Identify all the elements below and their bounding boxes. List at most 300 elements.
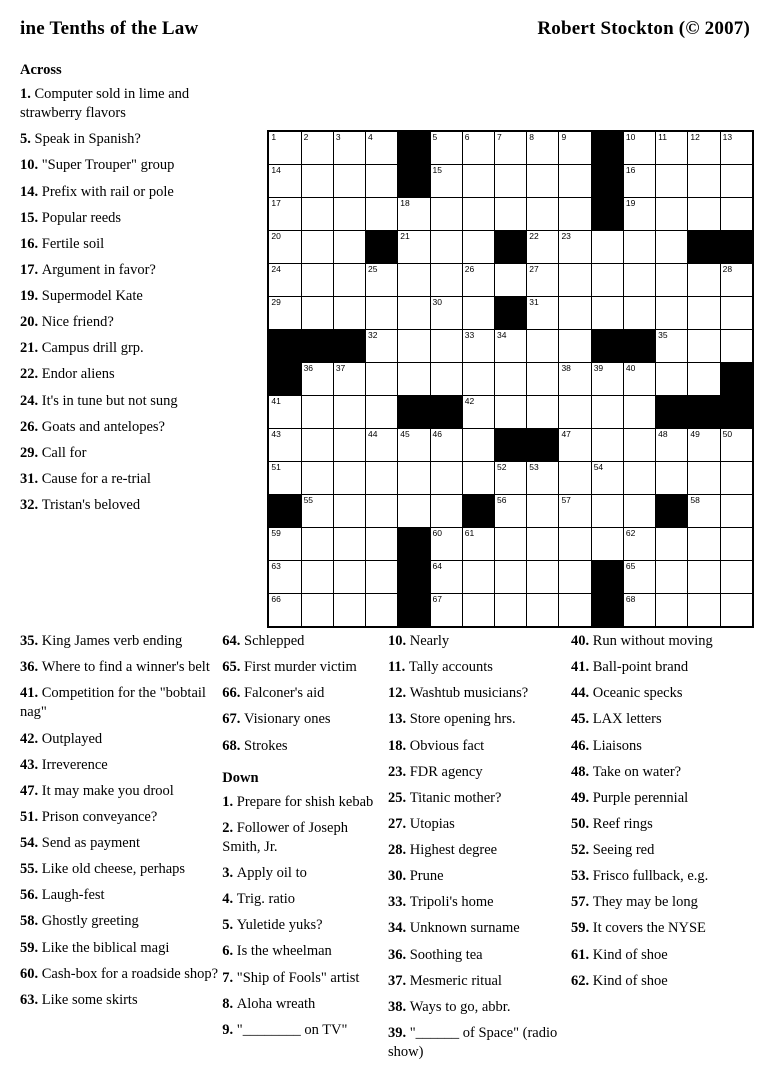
grid-cell[interactable] [430, 165, 462, 198]
down-clue-text: Follower of Joseph Smith, Jr. [222, 819, 348, 855]
grid-cell[interactable] [527, 198, 559, 231]
grid-cell[interactable] [527, 330, 559, 363]
grid-cell[interactable] [623, 198, 655, 231]
grid-cell[interactable] [333, 495, 365, 528]
grid-cell[interactable] [366, 131, 398, 165]
grid-cell-number: 42 [464, 396, 475, 406]
grid-cell[interactable] [494, 264, 526, 297]
grid-cell[interactable] [494, 495, 526, 528]
down-clue-text: Purple perennial [592, 789, 689, 806]
grid-cell[interactable] [398, 495, 430, 528]
grid-cell[interactable] [656, 561, 688, 594]
grid-cell[interactable] [623, 131, 655, 165]
grid-cell[interactable] [656, 528, 688, 561]
grid-cell-number: 6 [464, 132, 470, 142]
grid-cell[interactable] [398, 330, 430, 363]
grid-cell[interactable] [720, 198, 753, 231]
grid-cell[interactable] [656, 363, 688, 396]
grid-cell[interactable] [333, 363, 365, 396]
grid-cell[interactable] [656, 297, 688, 330]
across-clue-list-1 [20, 85, 219, 515]
down-clue-number: 59. [570, 920, 593, 937]
down-clue [388, 893, 571, 912]
grid-cell[interactable] [462, 297, 494, 330]
grid-cell[interactable] [462, 231, 494, 264]
grid-cell[interactable] [333, 131, 365, 165]
grid-cell-number: 37 [335, 363, 346, 373]
grid-cell-number: 15 [432, 165, 442, 175]
down-clue-text: Tally accounts [408, 659, 493, 676]
across-clue-text: Falconer's aid [244, 685, 325, 702]
grid-cell[interactable] [333, 561, 365, 594]
grid-cell[interactable] [623, 462, 655, 495]
grid-cell[interactable] [366, 528, 398, 561]
down-clue [388, 763, 571, 782]
grid-cell[interactable] [333, 462, 365, 495]
across-clue [20, 632, 222, 651]
grid-cell[interactable] [527, 297, 559, 330]
grid-cell[interactable] [430, 495, 462, 528]
grid-cell[interactable] [559, 594, 591, 628]
grid-cell[interactable] [623, 231, 655, 264]
down-clue-text: Ball-point brand [592, 659, 689, 676]
grid-cell[interactable] [301, 528, 333, 561]
grid-cell[interactable] [462, 165, 494, 198]
grid-cell[interactable] [623, 495, 655, 528]
grid-cell[interactable] [268, 462, 301, 495]
grid-cell[interactable] [301, 396, 333, 429]
across-clue-text: Cause for a re-trial [41, 470, 151, 487]
grid-cell[interactable] [527, 396, 559, 429]
crossword-grid[interactable] [267, 130, 754, 628]
grid-cell[interactable] [527, 131, 559, 165]
grid-cell[interactable] [656, 165, 688, 198]
grid-cell[interactable] [398, 462, 430, 495]
grid-cell[interactable] [494, 363, 526, 396]
grid-cell[interactable] [656, 131, 688, 165]
down-clue [388, 632, 571, 651]
grid-cell[interactable] [688, 429, 720, 462]
grid-cell[interactable] [462, 561, 494, 594]
grid-cell-number: 9 [561, 132, 567, 142]
grid-cell[interactable] [591, 495, 623, 528]
across-clue-text: Prison conveyance? [41, 808, 158, 825]
grid-cell[interactable] [656, 231, 688, 264]
down-clue-number: 36. [387, 946, 410, 963]
grid-cell[interactable] [366, 297, 398, 330]
across-clue-number: 68. [222, 737, 245, 754]
grid-cell[interactable] [462, 131, 494, 165]
grid-cell[interactable] [301, 131, 333, 165]
grid-cell[interactable] [688, 363, 720, 396]
grid-cell[interactable] [494, 330, 526, 363]
down-clue [571, 684, 754, 703]
across-clue-text: Like old cheese, perhaps [41, 861, 186, 878]
grid-cell[interactable] [268, 297, 301, 330]
grid-cell[interactable] [301, 165, 333, 198]
grid-cell-number: 63 [271, 561, 281, 571]
down-clue-number: 23. [387, 763, 410, 780]
grid-cell-number: 31 [529, 297, 539, 307]
grid-cell[interactable] [430, 429, 462, 462]
grid-cell-block [720, 231, 753, 264]
grid-cell[interactable] [527, 264, 559, 297]
grid-row [268, 165, 753, 198]
grid-cell[interactable] [333, 396, 365, 429]
grid-cell[interactable] [398, 264, 430, 297]
grid-cell[interactable] [623, 594, 655, 628]
grid-cell[interactable] [527, 495, 559, 528]
grid-cell-number: 1 [271, 132, 277, 142]
grid-cell[interactable] [720, 165, 753, 198]
grid-cell[interactable] [688, 264, 720, 297]
grid-cell[interactable] [301, 363, 333, 396]
grid-cell[interactable] [527, 594, 559, 628]
across-clue-number: 32. [20, 497, 42, 513]
page-author: Robert Stockton (© 2007) [537, 18, 750, 39]
grid-cell[interactable] [268, 396, 301, 429]
grid-cell[interactable] [268, 131, 301, 165]
grid-cell[interactable] [301, 429, 333, 462]
grid-cell[interactable] [301, 594, 333, 628]
down-clue-number: 46. [570, 737, 593, 754]
across-clue-number: 16. [20, 235, 42, 252]
grid-cell[interactable] [301, 198, 333, 231]
down-clue-text: Mesmeric ritual [409, 972, 502, 989]
grid-cell[interactable] [656, 594, 688, 628]
grid-cell[interactable] [333, 231, 365, 264]
grid-cell[interactable] [688, 495, 720, 528]
grid-cell[interactable] [494, 396, 526, 429]
grid-cell[interactable] [559, 561, 591, 594]
grid-cell[interactable] [623, 429, 655, 462]
down-clue-text: Nearly [409, 633, 450, 649]
grid-cell[interactable] [559, 198, 591, 231]
grid-cell[interactable] [268, 231, 301, 264]
grid-cell[interactable] [623, 297, 655, 330]
grid-cell[interactable] [688, 462, 720, 495]
down-clue-number: 9. [222, 1021, 237, 1038]
grid-cell[interactable] [398, 231, 430, 264]
grid-cell[interactable] [268, 561, 301, 594]
grid-cell-number: 28 [722, 264, 733, 274]
grid-cell[interactable] [494, 561, 526, 594]
across-clue-number: 36. [20, 659, 42, 676]
grid-cell[interactable] [720, 462, 753, 495]
grid-cell[interactable] [623, 396, 655, 429]
grid-cell[interactable] [462, 429, 494, 462]
across-clues-column-1 [14, 62, 219, 628]
grid-cell[interactable] [398, 363, 430, 396]
down-clue [222, 793, 388, 812]
grid-cell[interactable] [591, 231, 623, 264]
grid-cell[interactable] [333, 165, 365, 198]
down-clue-text: FDR agency [409, 763, 483, 780]
grid-cell[interactable] [688, 131, 720, 165]
down-clue-number: 5. [222, 917, 237, 934]
grid-cell[interactable] [720, 429, 753, 462]
grid-cell[interactable] [462, 528, 494, 561]
grid-cell[interactable] [688, 594, 720, 628]
grid-cell[interactable] [366, 462, 398, 495]
grid-cell[interactable] [688, 528, 720, 561]
grid-cell[interactable] [591, 528, 623, 561]
grid-cell[interactable] [366, 495, 398, 528]
across-clue-text: Argument in favor? [41, 261, 156, 278]
grid-cell[interactable] [398, 198, 430, 231]
grid-cell[interactable] [559, 231, 591, 264]
grid-cell[interactable] [656, 198, 688, 231]
grid-cell[interactable] [430, 297, 462, 330]
across-clue-text: Endor aliens [41, 366, 115, 383]
grid-cell[interactable] [527, 231, 559, 264]
grid-cell[interactable] [366, 561, 398, 594]
across-clue [20, 860, 222, 879]
grid-cell[interactable] [720, 297, 753, 330]
grid-cell[interactable] [527, 165, 559, 198]
grid-cell[interactable] [559, 165, 591, 198]
grid-cell[interactable] [333, 297, 365, 330]
grid-cell[interactable] [688, 198, 720, 231]
down-clue [388, 972, 571, 991]
grid-cell[interactable] [366, 429, 398, 462]
grid-cell[interactable] [462, 330, 494, 363]
grid-cell[interactable] [591, 363, 623, 396]
down-clue-number: 11. [387, 659, 409, 676]
grid-cell[interactable] [623, 363, 655, 396]
grid-cell-block [398, 165, 430, 198]
grid-cell[interactable] [430, 594, 462, 628]
grid-cell[interactable] [720, 495, 753, 528]
lower-clue-columns [14, 632, 754, 1069]
grid-cell[interactable] [494, 165, 526, 198]
grid-cell[interactable] [494, 198, 526, 231]
grid-cell[interactable] [527, 528, 559, 561]
grid-cell-number: 12 [690, 132, 700, 142]
grid-cell-block [398, 528, 430, 561]
clue-column-1-continued [20, 632, 222, 1069]
grid-cell-number: 22 [529, 231, 539, 241]
across-clue-text: It may make you drool [41, 782, 174, 799]
grid-cell[interactable] [268, 198, 301, 231]
grid-cell[interactable] [462, 462, 494, 495]
grid-cell[interactable] [430, 561, 462, 594]
across-clue-number: 19. [20, 288, 42, 304]
grid-cell[interactable] [559, 297, 591, 330]
grid-cell[interactable] [301, 561, 333, 594]
grid-cell[interactable] [268, 165, 301, 198]
grid-cell[interactable] [366, 330, 398, 363]
grid-cell[interactable] [591, 297, 623, 330]
grid-cell[interactable] [430, 198, 462, 231]
across-clue-number: 55. [20, 861, 42, 878]
down-clue-number: 2. [222, 819, 237, 836]
across-clue-number: 14. [20, 183, 42, 200]
grid-cell[interactable] [430, 264, 462, 297]
grid-cell[interactable] [720, 264, 753, 297]
grid-cell-number: 45 [400, 429, 410, 439]
down-clue-number: 1. [222, 793, 237, 810]
grid-cell[interactable] [591, 264, 623, 297]
down-clue-number: 13. [387, 711, 410, 728]
down-clue [571, 632, 754, 651]
grid-cell[interactable] [688, 297, 720, 330]
grid-cell[interactable] [559, 363, 591, 396]
grid-cell[interactable] [559, 462, 591, 495]
grid-cell-number: 23 [561, 231, 571, 241]
down-clue [388, 789, 571, 808]
down-clue [222, 819, 388, 857]
grid-cell[interactable] [430, 231, 462, 264]
grid-cell[interactable] [366, 165, 398, 198]
grid-cell[interactable] [527, 462, 559, 495]
grid-cell[interactable] [366, 594, 398, 628]
grid-row [268, 495, 753, 528]
across-clue-text: Computer sold in lime and strawberry flavors [20, 86, 190, 122]
across-clue [20, 658, 222, 677]
grid-cell[interactable] [494, 131, 526, 165]
grid-cell[interactable] [462, 396, 494, 429]
grid-cell[interactable] [623, 165, 655, 198]
down-clue-text: Frisco fullback, e.g. [592, 868, 709, 885]
down-clue-number: 52. [570, 842, 593, 858]
grid-cell[interactable] [333, 594, 365, 628]
grid-cell[interactable] [430, 363, 462, 396]
down-clue-list-3 [571, 632, 754, 991]
down-clue-number: 48. [570, 763, 593, 780]
grid-cell[interactable] [656, 330, 688, 363]
grid-cell[interactable] [494, 462, 526, 495]
grid-row [268, 594, 753, 628]
grid-row [268, 264, 753, 297]
grid-cell[interactable] [430, 330, 462, 363]
across-clue-text: Nice friend? [41, 314, 114, 331]
across-clue-list-2 [222, 632, 388, 756]
grid-cell[interactable] [301, 462, 333, 495]
grid-cell-block [398, 561, 430, 594]
grid-cell[interactable] [559, 528, 591, 561]
grid-cell-block [301, 330, 333, 363]
down-clue [388, 998, 571, 1017]
grid-cell[interactable] [688, 561, 720, 594]
grid-cell[interactable] [366, 264, 398, 297]
down-clue-text: Trig. ratio [236, 891, 296, 908]
grid-cell[interactable] [656, 429, 688, 462]
down-clue-text: Reef rings [592, 815, 653, 832]
down-clue-number: 34. [387, 920, 410, 937]
across-clue [20, 496, 219, 515]
grid-cell-number: 25 [368, 264, 378, 274]
grid-cell[interactable] [333, 264, 365, 297]
grid-cell[interactable] [333, 198, 365, 231]
down-clue [388, 815, 571, 834]
grid-cell[interactable] [527, 561, 559, 594]
grid-cell-block [430, 396, 462, 429]
grid-cell[interactable] [591, 396, 623, 429]
grid-cell[interactable] [623, 264, 655, 297]
across-clue-number: 35. [20, 633, 42, 649]
across-clue [20, 183, 219, 202]
grid-cell[interactable] [333, 528, 365, 561]
grid-cell[interactable] [268, 429, 301, 462]
grid-cell[interactable] [559, 264, 591, 297]
grid-cell-number: 60 [432, 528, 442, 538]
grid-cell[interactable] [559, 330, 591, 363]
grid-cell[interactable] [430, 528, 462, 561]
grid-cell[interactable] [720, 131, 753, 165]
grid-cell[interactable] [268, 264, 301, 297]
grid-cell[interactable] [462, 198, 494, 231]
grid-cell[interactable] [268, 594, 301, 628]
across-clue-text: Competition for the "bobtail nag" [20, 685, 206, 721]
grid-cell[interactable] [398, 429, 430, 462]
grid-cell[interactable] [333, 429, 365, 462]
grid-cell[interactable] [527, 363, 559, 396]
grid-cell-number: 68 [625, 594, 636, 604]
grid-cell[interactable] [494, 594, 526, 628]
grid-cell[interactable] [462, 594, 494, 628]
grid-cell[interactable] [656, 462, 688, 495]
grid-cell[interactable] [398, 297, 430, 330]
grid-cell-block [591, 131, 623, 165]
across-clue-text: Campus drill grp. [41, 340, 144, 357]
grid-cell[interactable] [462, 363, 494, 396]
grid-cell[interactable] [591, 462, 623, 495]
grid-cell[interactable] [656, 264, 688, 297]
grid-cell-number: 62 [625, 528, 636, 538]
across-clue-number: 47. [20, 782, 42, 799]
grid-cell[interactable] [688, 330, 720, 363]
grid-cell[interactable] [559, 396, 591, 429]
grid-cell[interactable] [720, 594, 753, 628]
across-clue-text: Where to find a winner's belt [41, 659, 210, 676]
grid-cell[interactable] [494, 528, 526, 561]
grid-cell[interactable] [366, 198, 398, 231]
grid-cell[interactable] [559, 495, 591, 528]
grid-cell[interactable] [559, 429, 591, 462]
grid-cell[interactable] [430, 462, 462, 495]
grid-cell-number: 48 [658, 429, 668, 439]
grid-cell[interactable] [559, 131, 591, 165]
grid-cell[interactable] [462, 264, 494, 297]
grid-cell[interactable] [268, 528, 301, 561]
grid-cell[interactable] [301, 231, 333, 264]
grid-cell-number: 59 [271, 528, 281, 538]
down-clue [571, 658, 754, 677]
across-clue [20, 782, 222, 801]
grid-cell[interactable] [591, 429, 623, 462]
grid-cell[interactable] [301, 495, 333, 528]
down-clue-number: 3. [222, 865, 237, 881]
across-clue-text: Tristan's beloved [41, 497, 141, 513]
across-clue-number: 5. [20, 131, 35, 148]
grid-row [268, 396, 753, 429]
grid-cell[interactable] [720, 330, 753, 363]
grid-row [268, 330, 753, 363]
grid-cell[interactable] [366, 363, 398, 396]
down-clue [388, 919, 571, 938]
grid-cell[interactable] [623, 528, 655, 561]
down-clue [222, 942, 388, 961]
grid-cell[interactable] [688, 165, 720, 198]
grid-cell[interactable] [301, 297, 333, 330]
grid-cell[interactable] [366, 396, 398, 429]
grid-cell[interactable] [301, 264, 333, 297]
grid-cell[interactable] [430, 131, 462, 165]
grid-cell[interactable] [623, 561, 655, 594]
grid-cell[interactable] [720, 528, 753, 561]
grid-cell[interactable] [720, 561, 753, 594]
